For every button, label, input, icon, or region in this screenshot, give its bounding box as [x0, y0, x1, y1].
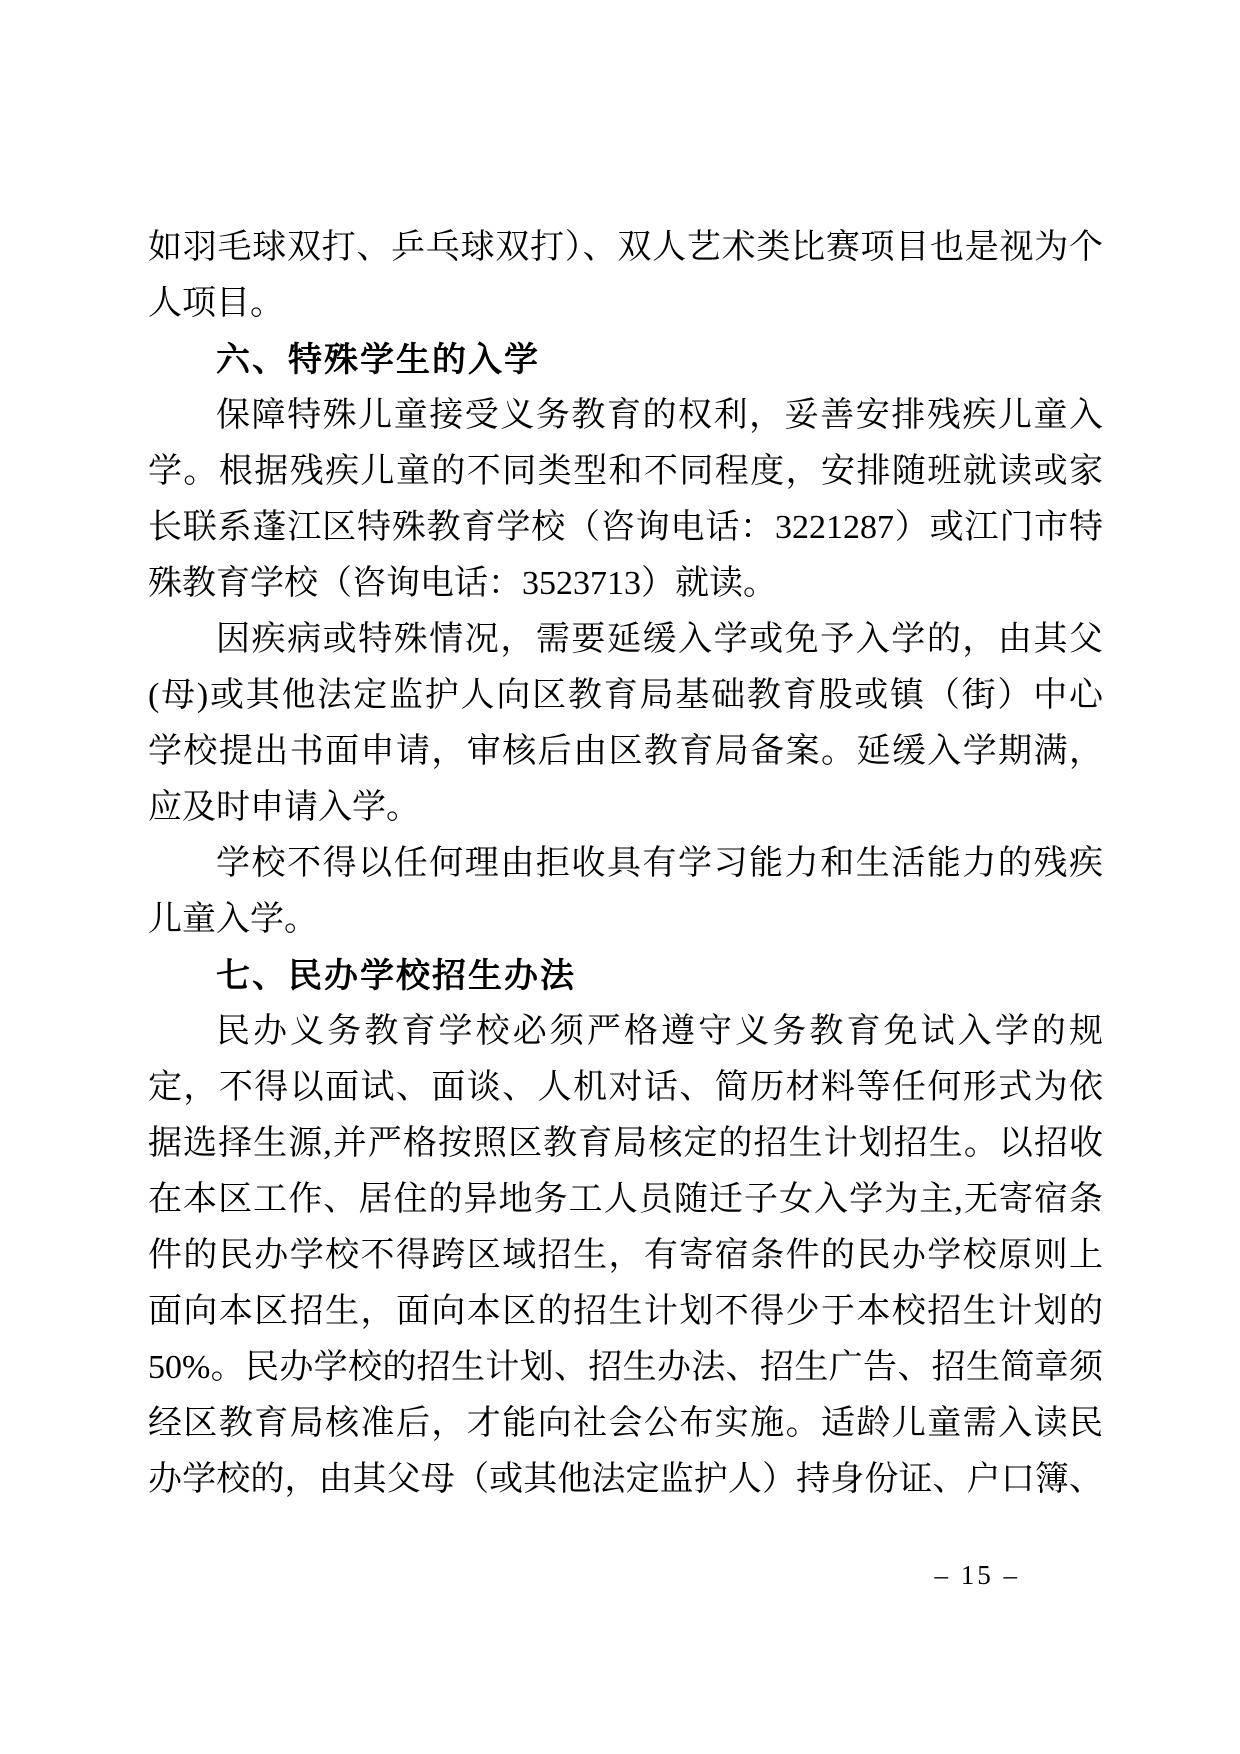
- body-line: 保障特殊儿童接受义务教育的权利，妥善安排残疾儿童入: [216, 397, 1103, 434]
- body-line: 学。根据残疾儿童的不同类型和不同程度，安排随班就读或家: [148, 453, 1103, 490]
- body-line: 面向本区招生，面向本区的招生计划不得少于本校招生计划的: [148, 1293, 1103, 1330]
- body-line: 如羽毛球双打、乒乓球双打）、双人艺术类比赛项目也是视为个: [148, 229, 1103, 266]
- body-line: 应及时申请入学。: [148, 789, 420, 826]
- body-line: 人项目。: [148, 285, 284, 322]
- body-line: 办学校的，由其父母（或其他法定监护人）持身份证、户口簿、: [148, 1461, 1103, 1498]
- body-line: 学校不得以任何理由拒收具有学习能力和生活能力的残疾: [216, 845, 1103, 882]
- body-line: 殊教育学校（咨询电话：3523713）就读。: [148, 565, 777, 602]
- body-line: (母)或其他法定监护人向区教育局基础教育股或镇（街）中心: [148, 677, 1103, 714]
- document-body: [148, 220, 1103, 1508]
- page-number: – 15 –: [934, 1560, 1020, 1590]
- heading-section-six: 六、特殊学生的入学: [216, 341, 540, 379]
- body-line: 件的民办学校不得跨区域招生，有寄宿条件的民办学校原则上: [148, 1237, 1103, 1274]
- body-line: 民办义务教育学校必须严格遵守义务教育免试入学的规: [216, 1013, 1103, 1050]
- heading-section-seven: 七、民办学校招生办法: [216, 957, 576, 995]
- body-line: 据选择生源,并严格按照区教育局核定的招生计划招生。以招收: [148, 1125, 1103, 1162]
- body-line: 长联系蓬江区特殊教育学校（咨询电话：3221287）或江门市特: [148, 509, 1103, 546]
- body-line: 因疾病或特殊情况，需要延缓入学或免予入学的，由其父: [216, 621, 1103, 658]
- body-line: 在本区工作、居住的异地务工人员随迁子女入学为主,无寄宿条: [148, 1181, 1103, 1218]
- body-line: 50%。民办学校的招生计划、招生办法、招生广告、招生简章须: [148, 1349, 1103, 1386]
- body-line: 儿童入学。: [148, 901, 318, 938]
- body-line: 学校提出书面申请，审核后由区教育局备案。延缓入学期满，: [148, 733, 1103, 770]
- body-line: 经区教育局核准后，才能向社会公布实施。适龄儿童需入读民: [148, 1405, 1103, 1442]
- body-line: 定，不得以面试、面谈、人机对话、简历材料等任何形式为依: [148, 1069, 1103, 1106]
